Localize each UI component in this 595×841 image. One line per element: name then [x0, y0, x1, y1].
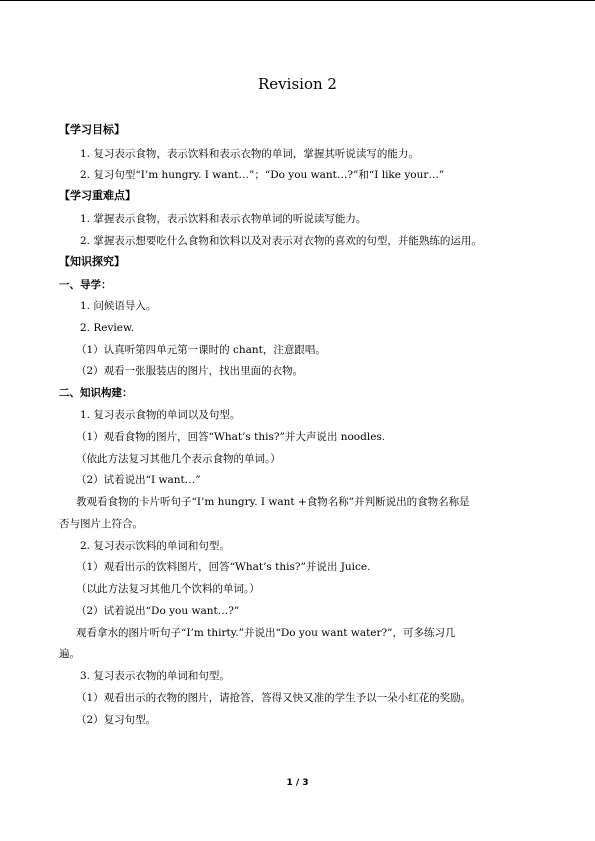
construction-subitem-2-2: （2）试着说出“Do you want…?”: [76, 605, 240, 617]
guide-item-2: 2. Review.: [80, 322, 135, 334]
construction-subitem-3-1: （1）观看出示的衣物的图片，请抢答，答得又快又准的学生予以一朵小红花的奖励。: [76, 692, 472, 704]
key-point-item-2: 2. 掌握表示想要吃什么食物和饮料以及对表示对衣物的喜欢的句型，并能熟练的运用。: [80, 235, 482, 247]
construction-item-1: 1. 复习表示食物的单词以及句型。: [80, 409, 241, 421]
top-rule: [0, 0, 595, 1]
guide-item-1: 1. 问候语导入。: [80, 300, 157, 312]
construction-paragraph-2-line-2: 遍。: [59, 648, 80, 660]
section-heading-objectives: 【学习目标】: [59, 123, 125, 136]
page-number: 1 / 3: [286, 778, 309, 788]
section-heading-key-points: 【学习重难点】: [59, 189, 136, 202]
construction-note-2: （以此方法复习其他几个饮料的单词。）: [76, 583, 260, 595]
construction-subitem-1-1: （1）观看食物的图片，回答“What’s this?”并大声说出 noodles.: [76, 431, 386, 443]
construction-item-2: 2. 复习表示饮料的单词和句型。: [80, 540, 230, 552]
construction-subitem-3-2: （2）复习句型。: [76, 714, 157, 726]
construction-subitem-2-1: （1）观看出示的饮料图片，回答“What’s this?”并说出 Juice.: [76, 561, 371, 573]
document-title: Revision 2: [258, 75, 337, 93]
construction-paragraph-1-line-1: 教观看食物的卡片听句子“I’m hungry. I want +食物名称”并判断说出的食物名称是: [76, 496, 470, 508]
construction-note-1: （依此方法复习其他几个表示食物的单词。）: [76, 453, 281, 465]
guide-subitem-1: （1）认真听第四单元第一课时的 chant，注意跟唱。: [76, 344, 326, 356]
construction-paragraph-1-line-2: 否与图片上符合。: [59, 518, 143, 530]
section-heading-exploration: 【知识探究】: [59, 255, 125, 268]
construction-subitem-1-2: （2）试着说出“I want…”: [76, 474, 201, 486]
objective-item-2: 2. 复习句型“I’m hungry. I want…”；“Do you want…?”和“I like your…”: [80, 169, 445, 181]
objective-item-1: 1. 复习表示食物，表示饮料和表示衣物的单词，掌握其听说读写的能力。: [80, 148, 419, 160]
subsection-heading-guide: 一、导学：: [59, 279, 112, 291]
subsection-heading-construction: 二、知识构建：: [59, 387, 133, 399]
guide-subitem-2: （2）观看一张服装店的图片，找出里面的衣物。: [76, 365, 304, 377]
construction-paragraph-2-line-1: 观看拿水的图片听句子“I’m thirty.”并说出“Do you want water?”，可多练习几: [76, 627, 456, 639]
construction-item-3: 3. 复习表示衣物的单词和句型。: [80, 670, 230, 682]
key-point-item-1: 1. 掌握表示食物，表示饮料和表示衣物单词的听说读写能力。: [80, 213, 367, 225]
